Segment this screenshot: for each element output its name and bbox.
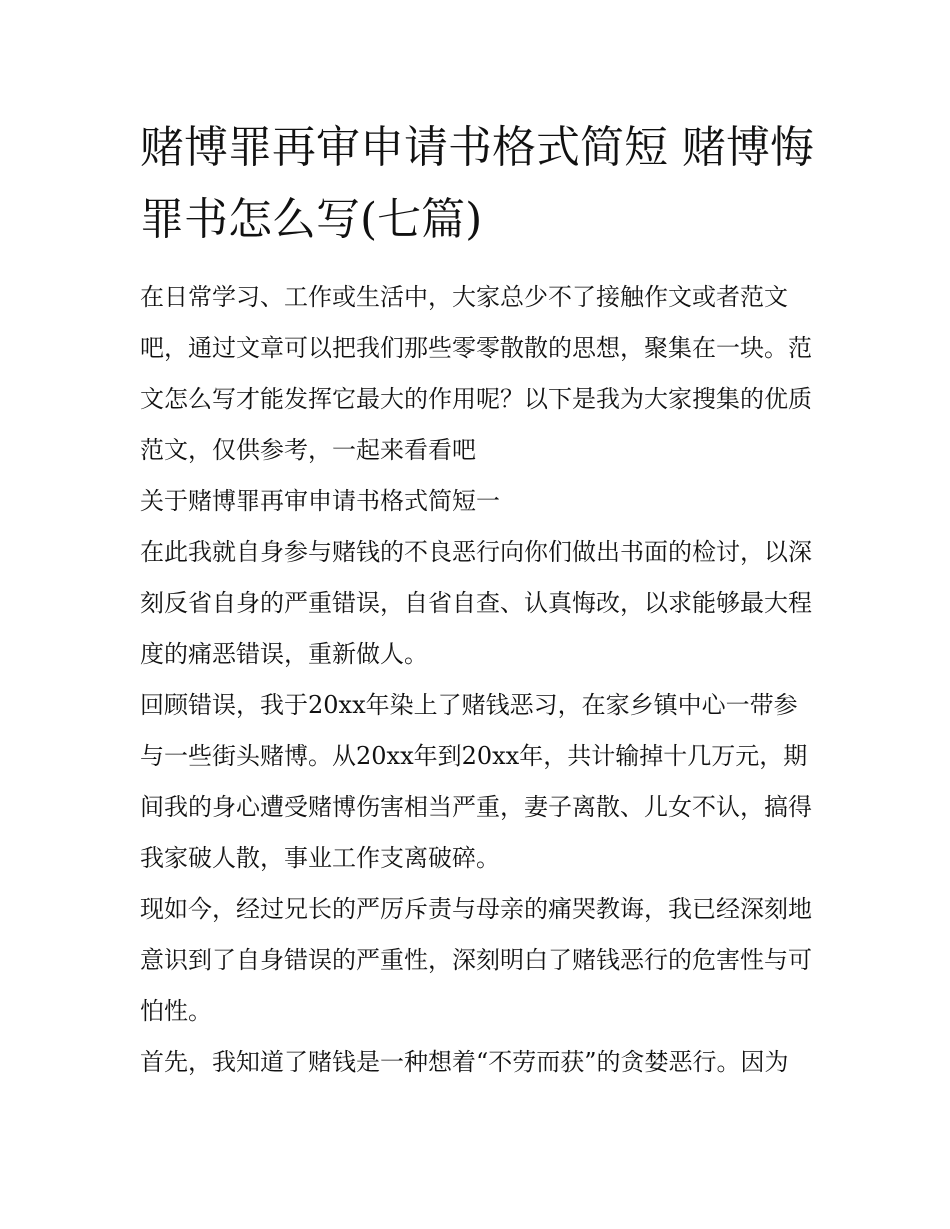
body-paragraph: 在此我就自身参与赌钱的不良恶行向你们做出书面的检讨，以深刻反省自身的严重错误，自省自查、认真悔改，以求能够最大程度的痛恶错误，重新做人。: [140, 538, 812, 668]
document-content: [140, 112, 820, 1088]
body-paragraph: 回顾错误，我于20xx年染上了赌钱恶习，在家乡镇中心一带参与一些街头赌博。从20xx年到20xx年，共计输掉十几万元，期间我的身心遭受赌博伤害相当严重，妻子离散、儿女不认，搞得我家破人散，事业工作支离破碎。: [140, 691, 812, 872]
section-heading: 关于赌博罪再审申请书格式简短一: [140, 487, 500, 515]
document-title: 赌博罪再审申请书格式简短 赌博悔罪书怎么写(七篇): [140, 122, 814, 245]
body-paragraph: 现如今，经过兄长的严厉斥责与母亲的痛哭教诲，我已经深刻地意识到了自身错误的严重性，深刻明白了赌钱恶行的危害性与可怕性。: [140, 895, 812, 1025]
intro-paragraph: 在日常学习、工作或生活中，大家总少不了接触作文或者范文吧，通过文章可以把我们那些零零散散的思想，聚集在一块。范文怎么写才能发挥它最大的作用呢？以下是我为大家搜集的优质范文，仅供参考，一起来看看吧: [140, 283, 812, 464]
body-paragraph: 首先，我知道了赌钱是一种想着“不劳而获”的贪婪恶行。因为: [140, 1048, 789, 1076]
